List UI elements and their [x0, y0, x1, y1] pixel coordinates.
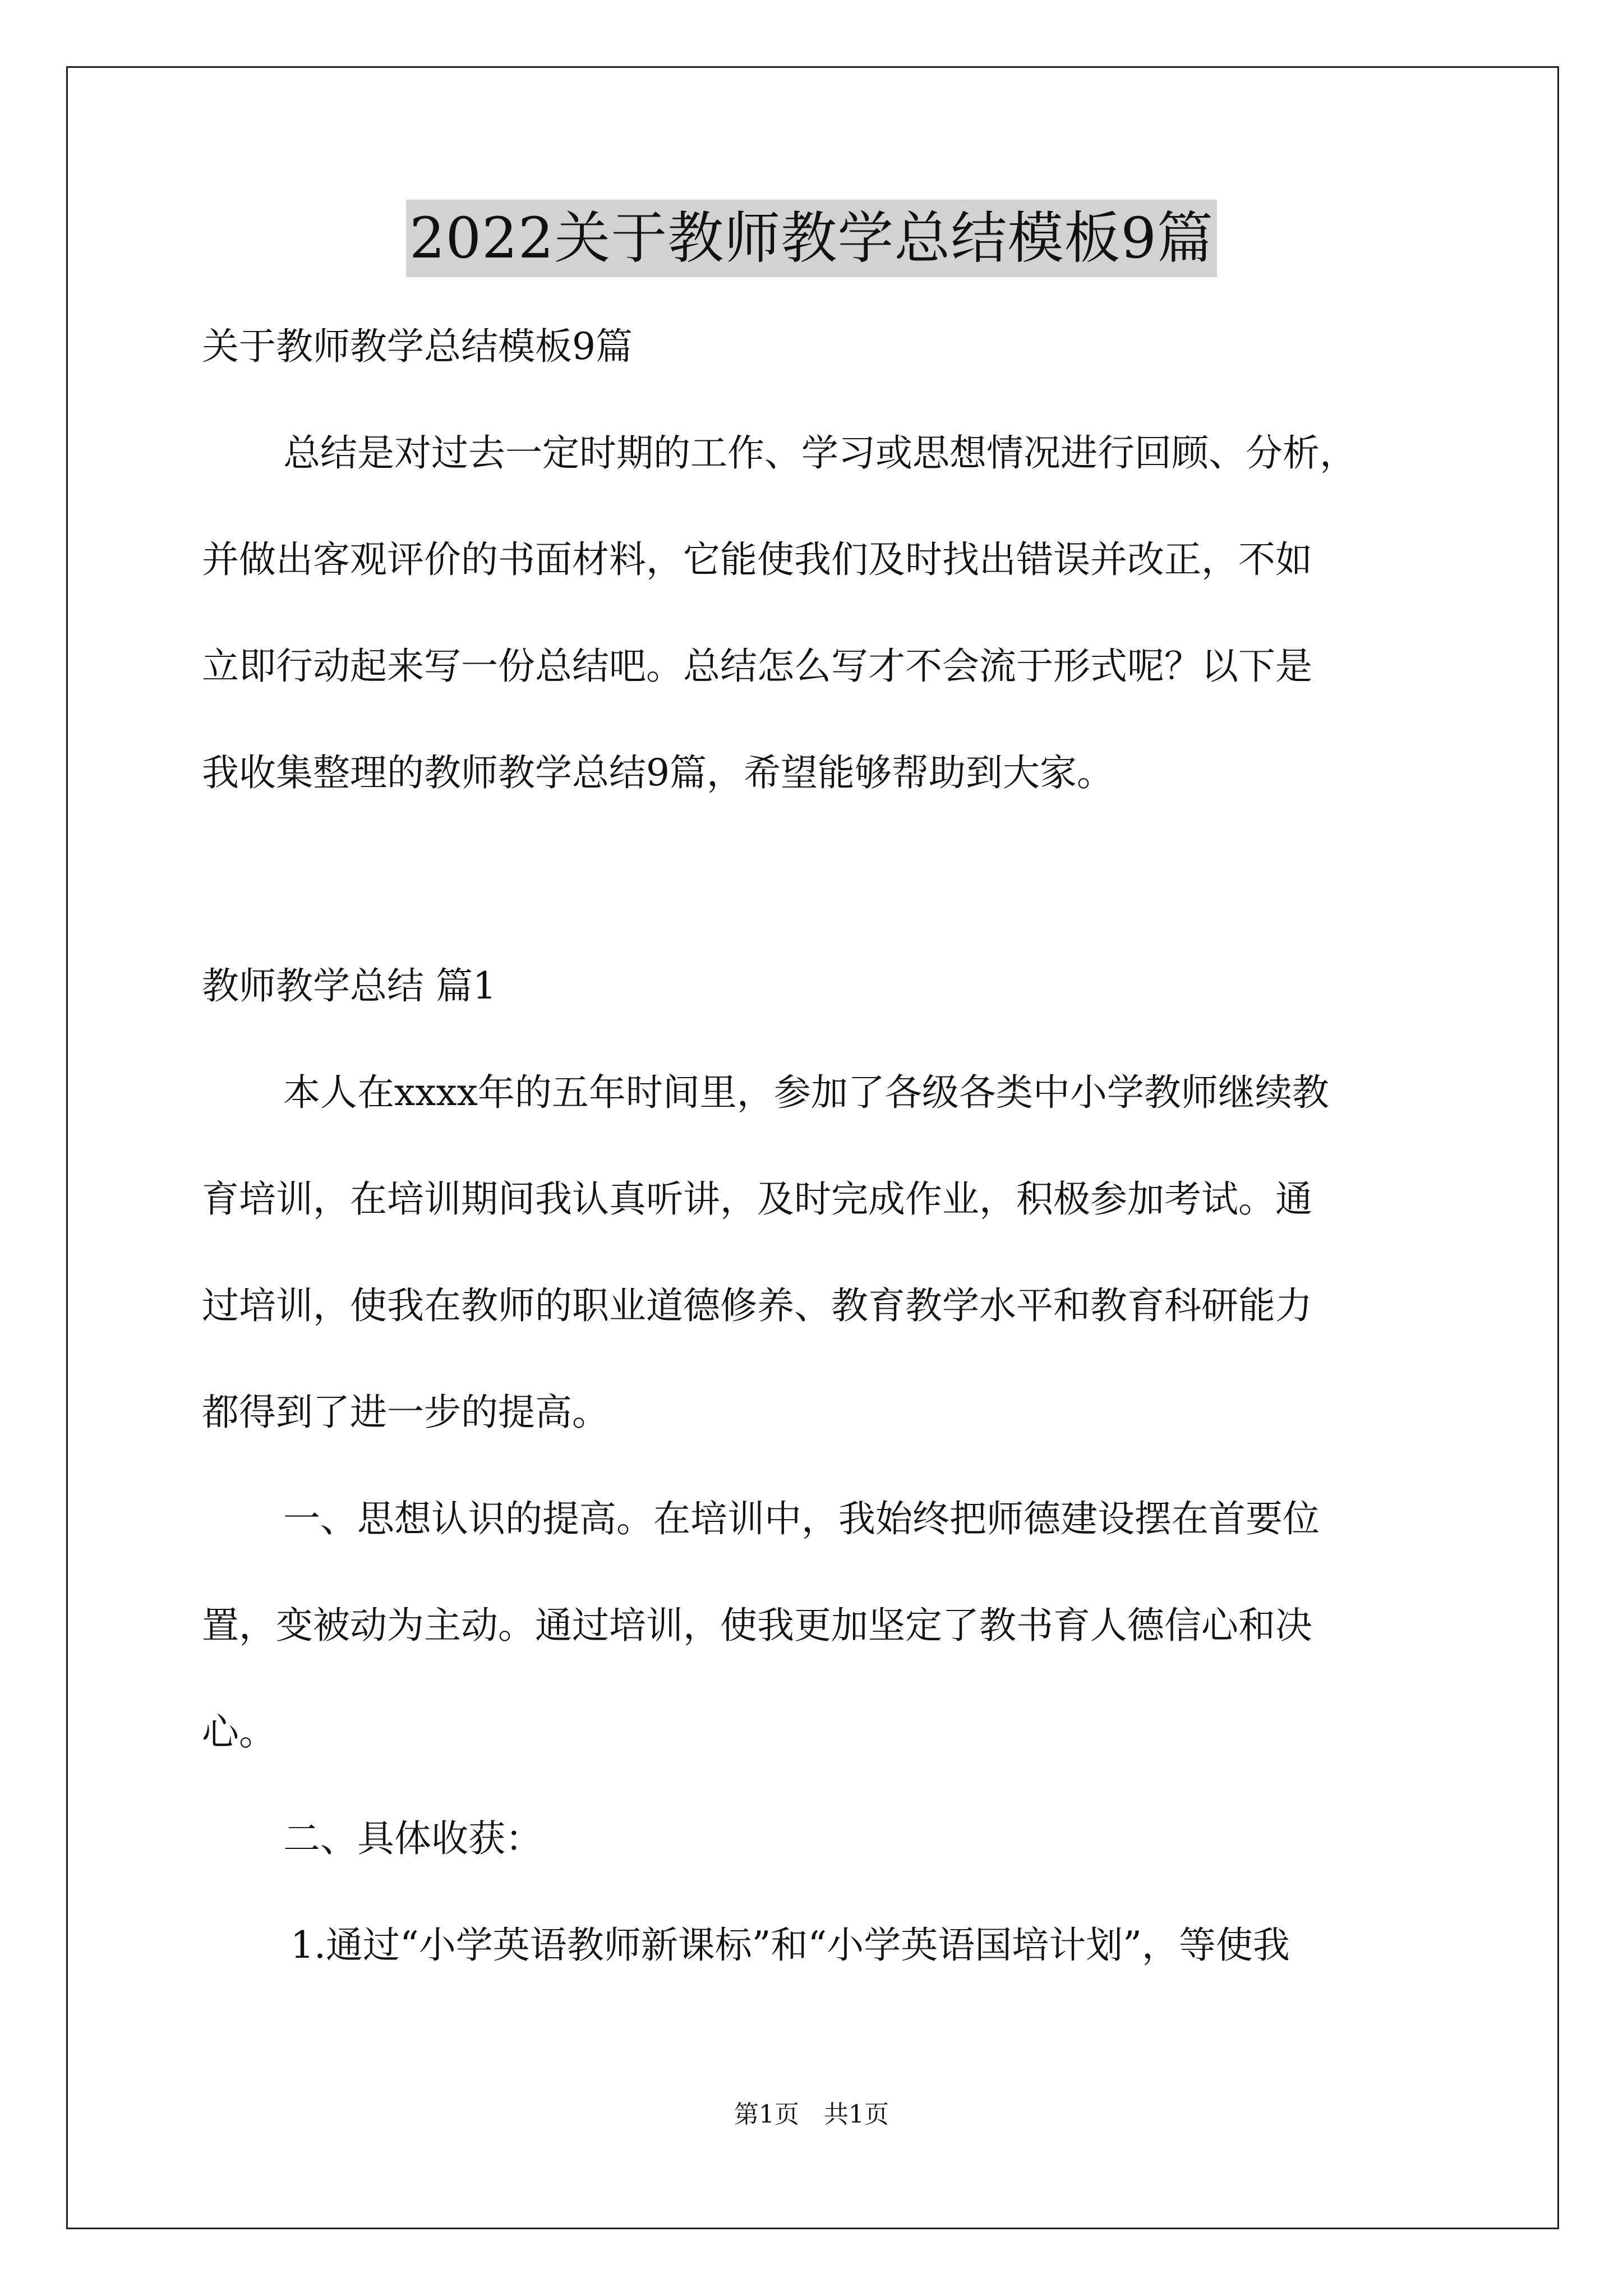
para1-line-4: 都得到了进一步的提高。 — [202, 1391, 609, 1434]
document-title: 2022关于教师教学总结模板9篇 — [406, 200, 1217, 277]
para3-line: 二、具体收获： — [283, 1817, 542, 1860]
subtitle: 关于教师教学总结模板9篇 — [202, 325, 633, 368]
intro-line-3: 立即行动起来写一份总结吧。总结怎么写才不会流于形式呢？以下是 — [202, 645, 1312, 688]
document-body — [202, 320, 1436, 1972]
intro-line-2: 并做出客观评价的书面材料，它能使我们及时找出错误并改正，不如 — [202, 538, 1312, 581]
page-footer: 第1页 共1页 — [734, 2100, 889, 2129]
para4-line: 1.通过“小学英语教师新课标”和“小学英语国培计划”，等使我 — [291, 1924, 1290, 1967]
section-heading: 教师教学总结 篇1 — [202, 964, 496, 1007]
para1-line-1: 本人在xxxx年的五年时间里，参加了各级各类中小学教师继续教 — [283, 1071, 1329, 1114]
para1-line-3: 过培训，使我在教师的职业道德修养、教育教学水平和教育科研能力 — [202, 1284, 1312, 1327]
para2-line-2: 置，变被动为主动。通过培训，使我更加坚定了教书育人德信心和决 — [202, 1604, 1312, 1647]
para1-line-2: 育培训，在培训期间我认真听讲，及时完成作业，积极参加考试。通 — [202, 1177, 1312, 1221]
intro-line-1: 总结是对过去一定时期的工作、学习或思想情况进行回顾、分析， — [283, 431, 1357, 475]
title-container — [0, 200, 1623, 277]
para2-line-3: 心。 — [202, 1710, 276, 1754]
para2-line-1: 一、思想认识的提高。在培训中，我始终把师德建设摆在首要位 — [283, 1497, 1320, 1540]
intro-line-4: 我收集整理的教师教学总结9篇，希望能够帮助到大家。 — [202, 751, 1114, 794]
